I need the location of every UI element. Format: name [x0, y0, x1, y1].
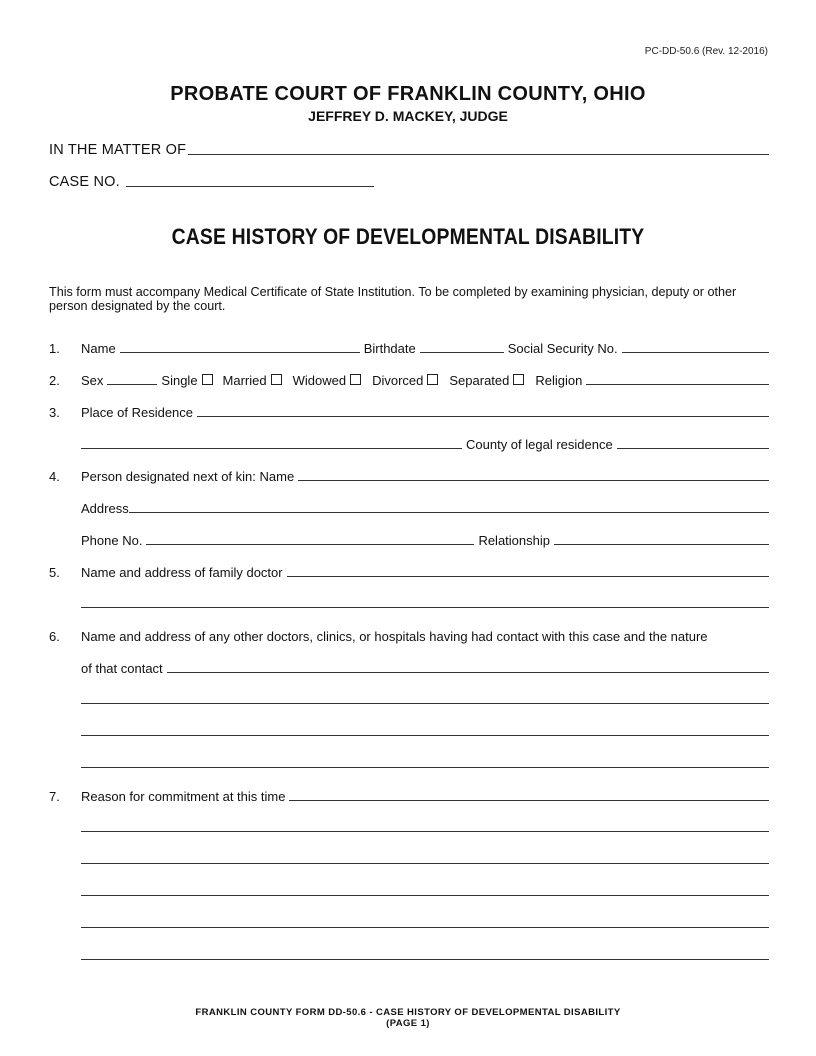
- other-contacts-label-2: of that contact: [81, 661, 163, 676]
- court-name: PROBATE COURT OF FRANKLIN COUNTY, OHIO: [170, 83, 646, 105]
- widowed-checkbox[interactable]: [350, 374, 361, 385]
- item-number: 3.: [49, 405, 60, 420]
- judge-name: JEFFREY D. MACKEY, JUDGE: [308, 108, 508, 124]
- kin-address-label: Address: [81, 501, 129, 516]
- name-label: Name: [81, 341, 116, 356]
- item-3: [49, 402, 769, 420]
- ssn-field[interactable]: [622, 352, 769, 353]
- reason-field-6[interactable]: [81, 959, 769, 960]
- item-4-address: [81, 498, 769, 516]
- separated-label: Separated: [449, 373, 510, 388]
- divorced-label: Divorced: [372, 373, 424, 388]
- married-label: Married: [222, 373, 267, 388]
- relationship-label: Relationship: [478, 533, 550, 548]
- doctor-field[interactable]: [287, 576, 769, 577]
- single-label: Single: [161, 373, 198, 388]
- birthdate-field[interactable]: [420, 352, 504, 353]
- item-4-phone: [81, 530, 769, 548]
- other-contacts-field[interactable]: [167, 672, 769, 673]
- item-number: 7.: [49, 789, 60, 804]
- religion-field[interactable]: [586, 384, 769, 385]
- matter-label: IN THE MATTER OF: [49, 142, 187, 158]
- single-checkbox[interactable]: [202, 374, 213, 385]
- religion-label: Religion: [535, 373, 583, 388]
- ssn-label: Social Security No.: [507, 341, 618, 356]
- divorced-checkbox[interactable]: [427, 374, 438, 385]
- county-label: County of legal residence: [466, 437, 613, 452]
- item-4: [49, 466, 769, 484]
- item-number: 2.: [49, 373, 60, 388]
- item-7: [49, 786, 769, 804]
- matter-row: [49, 140, 769, 158]
- birthdate-label: Birthdate: [363, 341, 416, 356]
- other-contacts-label: Name and address of any other doctors, clinics, or hospitals having had contact with this case and the nature: [81, 629, 708, 644]
- item-number: 5.: [49, 565, 60, 580]
- footer-page: (PAGE 1): [386, 1018, 430, 1029]
- married-checkbox[interactable]: [271, 374, 282, 385]
- item-number: 6.: [49, 629, 60, 644]
- item-number: 1.: [49, 341, 60, 356]
- doctor-field-2[interactable]: [81, 607, 769, 608]
- relationship-field[interactable]: [554, 544, 769, 545]
- reason-label: Reason for commitment at this time: [81, 789, 286, 804]
- kin-name-field[interactable]: [298, 480, 769, 481]
- reason-field-2[interactable]: [81, 831, 769, 832]
- matter-field[interactable]: [188, 154, 769, 155]
- reason-field[interactable]: [289, 800, 769, 801]
- intro-text: This form must accompany Medical Certificate of State Institution. To be completed by examining physician, deputy or other person designated by the court.: [49, 285, 737, 313]
- form-number: PC-DD-50.6 (Rev. 12-2016): [644, 46, 768, 57]
- sex-field[interactable]: [107, 384, 157, 385]
- county-field[interactable]: [617, 448, 769, 449]
- item-6: [49, 626, 769, 644]
- item-number: 4.: [49, 469, 60, 484]
- form-title: CASE HISTORY OF DEVELOPMENTAL DISABILITY: [171, 224, 645, 249]
- phone-label: Phone No.: [81, 533, 143, 548]
- residence-field-2[interactable]: [81, 448, 462, 449]
- kin-address-field[interactable]: [129, 512, 769, 513]
- item-5: [49, 562, 769, 580]
- kin-name-label: Person designated next of kin: Name: [81, 469, 295, 484]
- residence-field[interactable]: [197, 416, 769, 417]
- doctor-label: Name and address of family doctor: [81, 565, 283, 580]
- residence-label: Place of Residence: [81, 405, 194, 420]
- other-contacts-field-4[interactable]: [81, 767, 769, 768]
- other-contacts-field-2[interactable]: [81, 703, 769, 704]
- widowed-label: Widowed: [292, 373, 347, 388]
- case-no-label: CASE NO.: [49, 174, 120, 190]
- other-contacts-field-3[interactable]: [81, 735, 769, 736]
- reason-field-4[interactable]: [81, 895, 769, 896]
- footer-line-1: FRANKLIN COUNTY FORM DD-50.6 - CASE HISTORY OF DEVELOPMENTAL DISABILITY: [195, 1007, 621, 1018]
- case-no-field[interactable]: [126, 186, 374, 187]
- item-6-line-2: [81, 658, 769, 676]
- item-3-line-2: [81, 434, 769, 452]
- item-2: [49, 370, 769, 388]
- reason-field-5[interactable]: [81, 927, 769, 928]
- case-no-row: [49, 172, 389, 190]
- footer: [0, 1007, 816, 1029]
- separated-checkbox[interactable]: [513, 374, 524, 385]
- phone-field[interactable]: [146, 544, 474, 545]
- sex-label: Sex: [81, 373, 104, 388]
- item-1: [49, 338, 769, 356]
- name-field[interactable]: [120, 352, 360, 353]
- reason-field-3[interactable]: [81, 863, 769, 864]
